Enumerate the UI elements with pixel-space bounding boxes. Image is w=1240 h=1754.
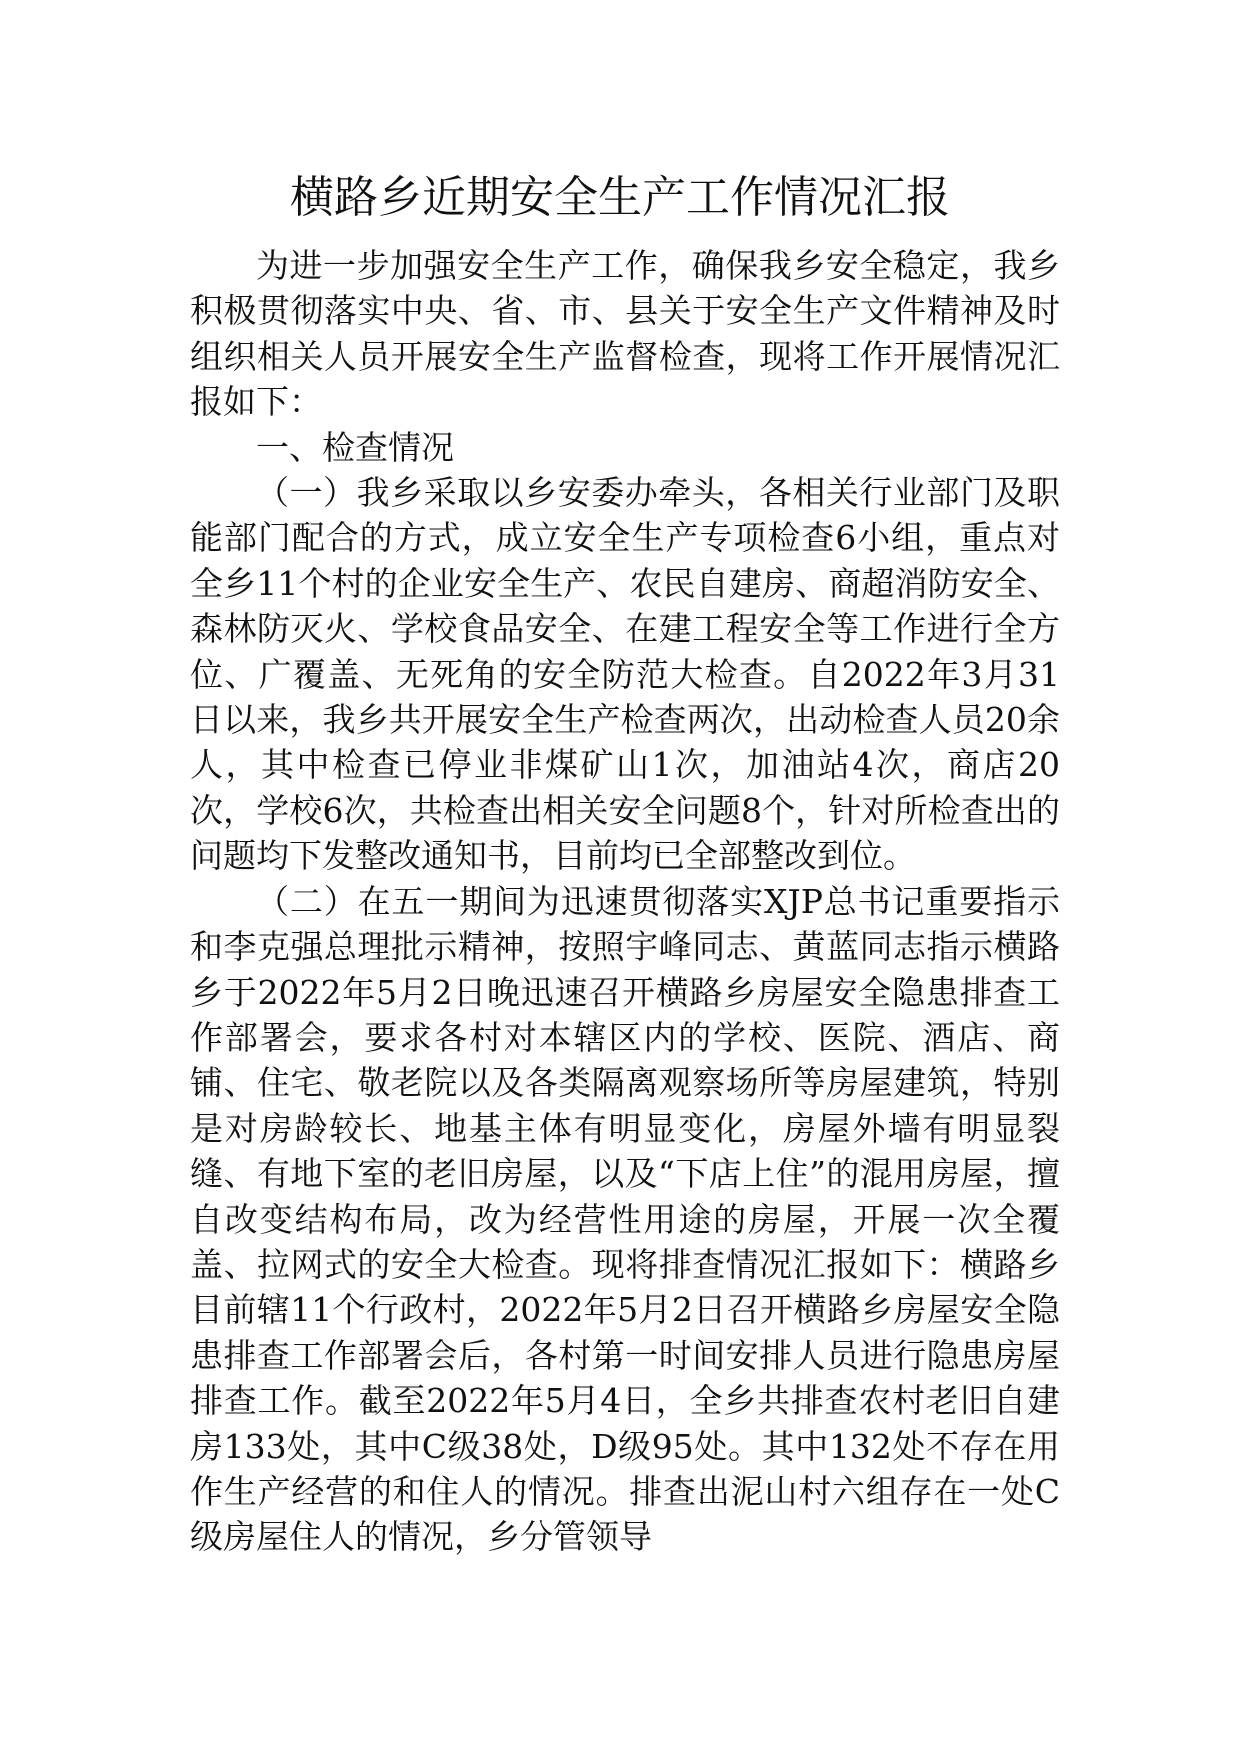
paragraph-item-2: （二）在五一期间为迅速贯彻落实XJP总书记重要指示和李克强总理批示精神，按照宇峰同志、黄蓝同志指示横路乡于2022年5月2日晚迅速召开横路乡房屋安全隐患排查工作部署会，要求各村对本辖区内的学校、医院、酒店、商铺、住宅、敬老院以及各类隔离观察场所等房屋建筑，特别是对房龄较长、地基主体有明显变化，房屋外墙有明显裂缝、有地下室的老旧房屋，以及“下店上住”的混用房屋，擅自改变结构布局，改为经营性用途的房屋，开展一次全覆盖、拉网式的安全大检查。现将排查情况汇报如下：横路乡目前辖11个行政村，2022年5月2日召开横路乡房屋安全隐患排查工作部署会后，各村第一时间安排人员进行隐患房屋排查工作。截至2022年5月4日，全乡共排查农村老旧自建房133处，其中C级38处，D级95处。其中132处不存在用作生产经营的和住人的情况。排查出泥山村六组存在一处C级房屋住人的情况，乡分管领导 bbox=[190, 881, 1060, 1557]
document-title: 横路乡近期安全生产工作情况汇报 bbox=[290, 172, 950, 223]
paragraph-intro: 为进一步加强安全生产工作，确保我乡安全稳定，我乡积极贯彻落实中央、省、市、县关于安全生产文件精神及时组织相关人员开展安全生产监督检查，现将工作开展情况汇报如下： bbox=[190, 246, 1060, 422]
document-body bbox=[190, 243, 1060, 1560]
section-heading-inspection: 一、检查情况 bbox=[256, 427, 454, 467]
paragraph-item-1: （一）我乡采取以乡安委办牵头，各相关行业部门及职能部门配合的方式，成立安全生产专项检查6小组，重点对全乡11个村的企业安全生产、农民自建房、商超消防安全、森林防灭火、学校食品安全、在建工程安全等工作进行全方位、广覆盖、无死角的安全防范大检查。自2022年3月31日以来，我乡共开展安全生产检查两次，出动检查人员20余人，其中检查已停业非煤矿山1次，加油站4次，商店20次，学校6次，共检查出相关安全问题8个，针对所检查出的问题均下发整改通知书，目前均已全部整改到位。 bbox=[190, 473, 1060, 876]
